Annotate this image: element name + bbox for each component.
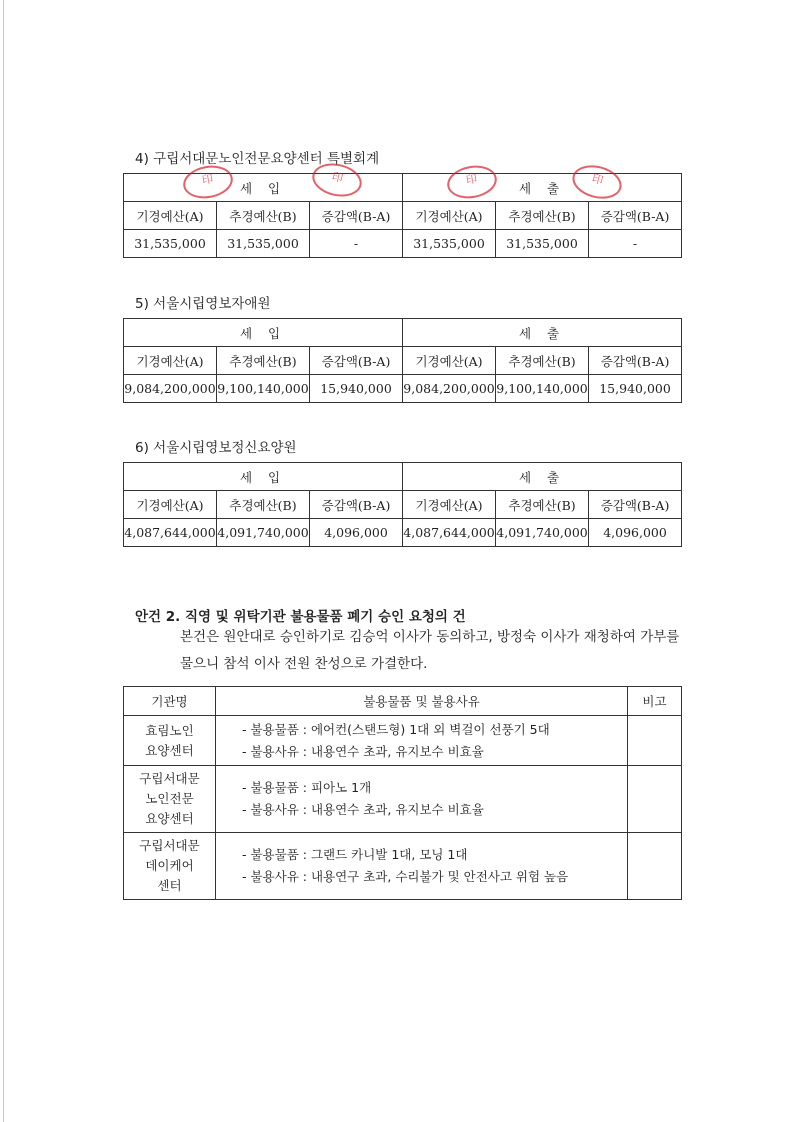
value-cell: 9,084,200,000: [124, 375, 217, 403]
seal-stamp: 印: [569, 160, 625, 203]
header-note: 비고: [628, 687, 682, 716]
section-5-budget-table: [123, 318, 682, 403]
column-header: 추경예산(B): [496, 491, 589, 519]
expense-header: 세 출: [403, 174, 682, 202]
value-cell: -: [310, 230, 403, 258]
org-name: 효림노인 요양센터: [124, 716, 216, 766]
seal-stamp: 印: [309, 159, 365, 201]
income-header: 세 입: [124, 463, 403, 491]
column-header: 증감액(B-A): [589, 202, 682, 230]
org-name: 구립서대문 노인전문 요양센터: [124, 766, 216, 833]
section-4-title: 4) 구립서대문노인전문요양센터 특별회계: [135, 151, 380, 167]
value-cell: 9,084,200,000: [403, 375, 496, 403]
page-left-edge: [3, 0, 4, 1122]
agenda-body-line-1: 본건은 원안대로 승인하기로 김승억 이사가 동의하고, 방정숙 이사가 재청하여 가부를: [180, 629, 680, 645]
section-6-budget-table: [123, 462, 682, 547]
value-cell: 31,535,000: [124, 230, 217, 258]
column-header: 증감액(B-A): [589, 347, 682, 375]
reason-line: - 불용사유 : 내용연구 초과, 수리불가 및 안전사고 위험 높음: [242, 869, 569, 884]
reason-line: - 불용사유 : 내용연수 초과, 유지보수 비효율: [242, 743, 484, 759]
value-cell: -: [589, 230, 682, 258]
table-row: [124, 716, 682, 766]
section-5-title: 5) 서울시립영보자애원: [135, 296, 271, 312]
column-header: 기경예산(A): [403, 202, 496, 230]
income-header: 세 입: [124, 174, 403, 202]
value-cell: 4,091,740,000: [217, 519, 310, 547]
note-cell: [628, 766, 682, 833]
column-header: 기경예산(A): [403, 491, 496, 519]
value-cell: 9,100,140,000: [496, 375, 589, 403]
value-cell: 15,940,000: [310, 375, 403, 403]
value-cell: 4,096,000: [589, 519, 682, 547]
value-cell: 31,535,000: [496, 230, 589, 258]
expense-header: 세 출: [403, 463, 682, 491]
agenda-title: 안건 2. 직영 및 위탁기관 불용물품 폐기 승인 요청의 건: [135, 609, 466, 625]
column-header: 증감액(B-A): [310, 202, 403, 230]
value-cell: 4,096,000: [310, 519, 403, 547]
column-header: 추경예산(B): [217, 347, 310, 375]
reason-line: - 불용사유 : 내용연수 초과, 유지보수 비효율: [242, 802, 484, 817]
value-cell: 31,535,000: [217, 230, 310, 258]
item-detail: [216, 716, 628, 766]
value-cell: 15,940,000: [589, 375, 682, 403]
column-header: 기경예산(A): [124, 202, 217, 230]
org-name: 구립서대문 데이케어 센터: [124, 833, 216, 900]
table-row: [124, 766, 682, 833]
column-header: 기경예산(A): [403, 347, 496, 375]
column-header: 증감액(B-A): [589, 491, 682, 519]
column-header: 추경예산(B): [496, 202, 589, 230]
header-items: 불용물품 및 불용사유: [216, 687, 628, 716]
item-line: - 불용물품 : 피아노 1개: [242, 780, 372, 795]
column-header: 추경예산(B): [217, 491, 310, 519]
table-row: [124, 833, 682, 900]
disposal-items-table: [123, 686, 682, 900]
section-6-title: 6) 서울시립영보정신요양원: [135, 440, 297, 456]
column-header: 증감액(B-A): [310, 347, 403, 375]
column-header: 기경예산(A): [124, 491, 217, 519]
item-line: - 불용물품 : 에어컨(스탠드형) 1대 외 벽걸이 선풍기 5대: [242, 721, 550, 737]
column-header: 기경예산(A): [124, 347, 217, 375]
column-header: 추경예산(B): [217, 202, 310, 230]
seal-stamp: 印: [181, 162, 236, 202]
expense-header: 세 출: [403, 319, 682, 347]
income-header: 세 입: [124, 319, 403, 347]
note-cell: [628, 833, 682, 900]
item-detail: [216, 833, 628, 900]
note-cell: [628, 716, 682, 766]
column-header: 추경예산(B): [496, 347, 589, 375]
item-line: - 불용물품 : 그랜드 카니발 1대, 모닝 1대: [242, 847, 468, 862]
value-cell: 4,087,644,000: [124, 519, 217, 547]
value-cell: 4,091,740,000: [496, 519, 589, 547]
seal-stamp: 印: [445, 162, 500, 202]
column-header: 증감액(B-A): [310, 491, 403, 519]
value-cell: 31,535,000: [403, 230, 496, 258]
value-cell: 4,087,644,000: [403, 519, 496, 547]
item-detail: [216, 766, 628, 833]
agenda-body-line-2: 물으니 참석 이사 전원 찬성으로 가결한다.: [180, 656, 428, 672]
value-cell: 9,100,140,000: [217, 375, 310, 403]
header-org: 기관명: [124, 687, 216, 716]
